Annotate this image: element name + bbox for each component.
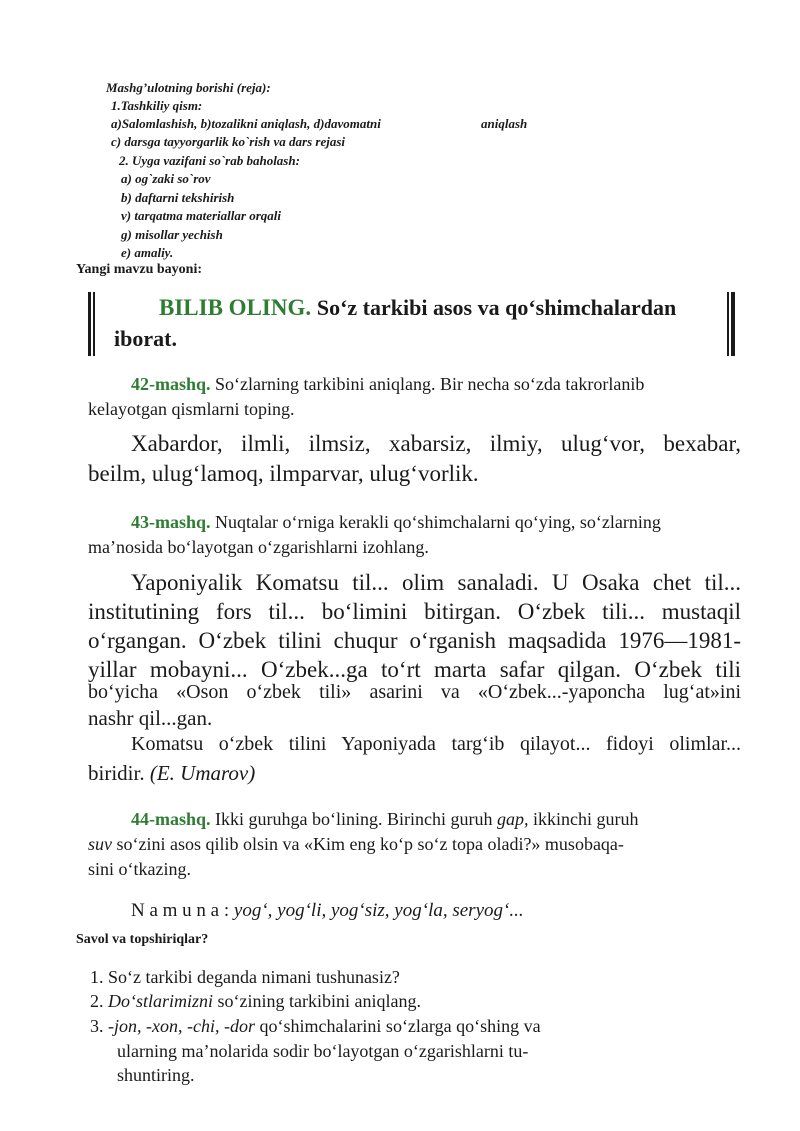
rule-left-bar-thin [93, 292, 95, 356]
rule-right-bar [731, 292, 735, 356]
question-2-word: Do‘stlarimizni [108, 991, 214, 1011]
ex44-text-c: ikkinchi guruh [532, 809, 639, 829]
plan-item-2v: v) tarqatma materiallar orqali [121, 208, 281, 223]
rule-line-1 [159, 295, 676, 321]
ex44-word-suv: suv [88, 834, 112, 854]
ex44-line-3: sini o‘tkazing. [88, 859, 191, 879]
questions-title: Savol va topshiriqlar? [76, 932, 209, 947]
rule-text: So‘z tarkibi asos va qo‘shimchalardan [316, 295, 677, 320]
ex42-label: 42-mashq. [131, 374, 211, 394]
ex43-author: (E. Umarov) [149, 761, 256, 785]
ex43-line-2: ma’nosida bo‘layotgan o‘zgarishlarni izohlang. [88, 537, 429, 557]
ex44-text-a: Ikki guruhga bo‘lining. Birinchi guruh [215, 809, 493, 829]
question-1: 1. So‘z tarkibi deganda nimani tushunasiz? [90, 967, 400, 987]
plan-item-1c: c) darsga tayyorgarlik ko`rish va dars rejasi [111, 134, 345, 149]
ex42-words-2: beilm, ulug‘lamoq, ilmparvar, ulug‘vorlik. [88, 461, 479, 486]
question-3-rest: qo‘shimchalarini so‘zlarga qo‘shing va [259, 1016, 541, 1036]
ex44-word-gap: gap, [496, 809, 529, 829]
ex43-text-line: o‘rgangan. O‘zbek tilini chuqur o‘rganish maqsadida 1976—1981- [88, 628, 741, 653]
new-topic-heading: Yangi mavzu bayoni: [76, 262, 203, 277]
ex43-text-line: bo‘yicha «Oson o‘zbek tili» asarini va «O‘zbek...-yaponcha lug‘at»ini [88, 681, 741, 703]
ex42-words-1: Xabardor, ilmli, ilmsiz, xabarsiz, ilmiy, ulug‘vor, bexabar, [131, 431, 741, 456]
plan-title: Mashg’ulotning borishi (reja): [106, 80, 271, 95]
question-3-num: 3. [90, 1016, 104, 1036]
ex42-line-1 [131, 372, 644, 397]
question-3-line-2: ularning ma’nolarida sodir bo‘layotgan o‘zgarishlarni tu- [117, 1041, 529, 1061]
rule-label: BILIB OLING. [159, 295, 312, 320]
plan-item-2g: g) misollar yechish [121, 227, 223, 242]
plan-item-1a: a)Salomlashish, b)tozalikni aniqlash, d)davomatni [111, 116, 381, 131]
question-3-line-3: shuntiring. [117, 1065, 195, 1085]
question-3-suffixes: -jon, -xon, -chi, -dor [108, 1016, 255, 1036]
rule-left-bar [88, 292, 91, 356]
plan-item-2a: a) og`zaki so`rov [121, 171, 211, 186]
plan-item-2e: e) amaliy. [121, 245, 174, 260]
question-2-rest: so‘zining tarkibini aniqlang. [217, 991, 421, 1011]
question-2 [90, 989, 421, 1014]
plan-item-2b: b) daftarni tekshirish [121, 190, 235, 205]
ex43-text2-line-1: Komatsu o‘zbek tilini Yaponiyada targ‘ib qilayot... fidoyi olimlar... [131, 733, 741, 755]
ex43-text-line: nashr qil...gan. [88, 706, 213, 730]
ex43-instruction: Nuqtalar o‘rniga kerakli qo‘shimchalarni qo‘ying, so‘zlarning [215, 512, 661, 532]
ex44-label: 44-mashq. [131, 809, 211, 829]
ex44-line-2 [88, 832, 624, 857]
ex43-line-1 [131, 510, 661, 535]
namuna-label: N a m u n a : [131, 900, 230, 921]
namuna-line [131, 900, 524, 922]
ex43-text-line: Yaponiyalik Komatsu til... olim sanaladi. U Osaka chet til... [131, 570, 741, 595]
ex43-text-line: yillar mobayni... O‘zbek...ga to‘rt marta safar qilgan. O‘zbek tili [88, 657, 741, 682]
namuna-examples: yog‘, yog‘li, yog‘siz, yog‘la, seryog‘... [233, 900, 524, 921]
rule-right-bar-thin [727, 292, 729, 356]
ex43-label: 43-mashq. [131, 512, 211, 532]
ex44-text-b: so‘zini asos qilib olsin va «Kim eng ko‘p so‘z topa oladi?» musobaqa- [116, 834, 624, 854]
ex42-instruction: So‘zlarning tarkibini aniqlang. Bir necha so‘zda takrorlanib [215, 374, 645, 394]
question-3 [90, 1014, 541, 1039]
ex43-text2-line-2 [88, 758, 255, 788]
plan-item-1: 1.Tashkiliy qism: [111, 98, 203, 113]
ex43-text2-end: biridir. [88, 761, 145, 785]
question-2-num: 2. [90, 991, 104, 1011]
ex44-line-1 [131, 807, 638, 832]
plan-item-1a-end: aniqlash [481, 116, 528, 131]
rule-line-2: iborat. [114, 326, 177, 351]
ex43-text-line: institutining fors til... bo‘limini bitirgan. O‘zbek tili... mustaqil [88, 599, 741, 624]
plan-item-2: 2. Uyga vazifani so`rab baholash: [119, 153, 300, 168]
ex42-line-2: kelayotgan qismlarni toping. [88, 399, 295, 419]
